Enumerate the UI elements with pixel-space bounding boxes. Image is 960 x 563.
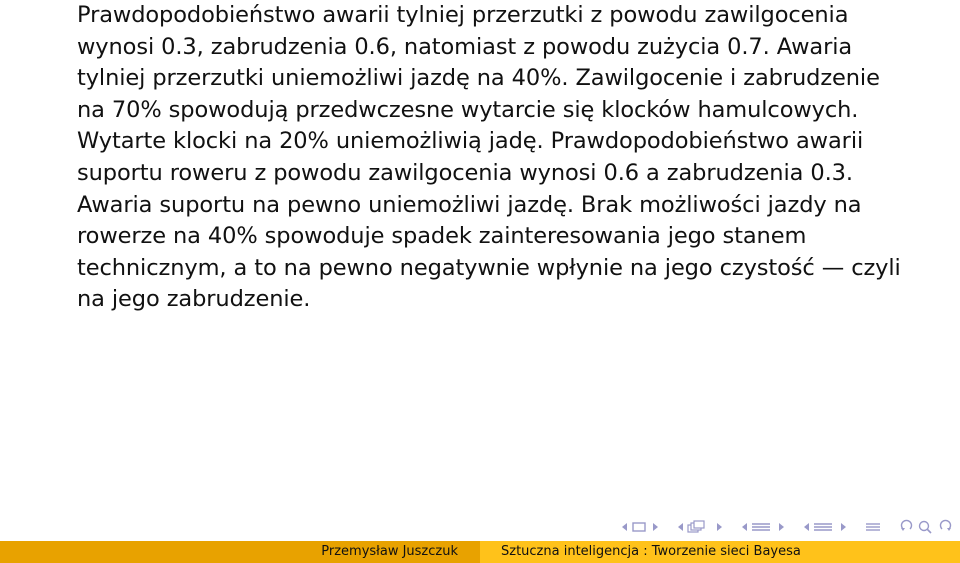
footer-title: Sztuczna inteligencja : Tworzenie sieci Bayesa [480, 541, 960, 563]
body-line: Wytarte klocki na 20% uniemożliwią jadę. Prawdopodobieństwo awarii [77, 128, 864, 155]
search-icon[interactable] [900, 519, 952, 535]
body-line: wynosi 0.3, zabrudzenia 0.6, natomiast z powodu zużycia 0.7. Awaria [77, 33, 853, 60]
body-line: tylniej przerzutki uniemożliwi jazdę na 40%. Zawilgocenie i zabrudzenie [77, 65, 880, 92]
navigation-bar [620, 517, 952, 537]
body-line: na jego zabrudzenie. [77, 286, 311, 313]
frame-nav-icon[interactable] [620, 520, 660, 534]
body-line: suportu roweru z powodu zawilgocenia wynosi 0.6 a zabrudzenia 0.3. [77, 159, 853, 186]
slide-body-text [77, 0, 901, 316]
body-line: Prawdopodobieństwo awarii tylniej przerzutki z powodu zawilgocenia [77, 2, 849, 28]
body-line: technicznym, a to na pewno negatywnie wpłynie na jego czystość — czyli [77, 254, 901, 281]
section-nav-icon[interactable] [740, 520, 786, 534]
body-line: Awaria suportu na pewno uniemożliwi jazdę. Brak możliwości jazdy na [77, 191, 862, 218]
footer-author: Przemysław Juszczuk [0, 541, 480, 563]
subsection-nav-icon[interactable] [676, 520, 724, 534]
footer-bar [0, 541, 960, 563]
presentation-nav-icon[interactable] [864, 520, 884, 534]
body-line: na 70% spowodują przedwczesne wytarcie się klocków hamulcowych. [77, 96, 859, 123]
subsubsection-nav-icon[interactable] [802, 520, 848, 534]
body-line: rowerze na 40% spowoduje spadek zainteresowania jego stanem [77, 223, 807, 250]
